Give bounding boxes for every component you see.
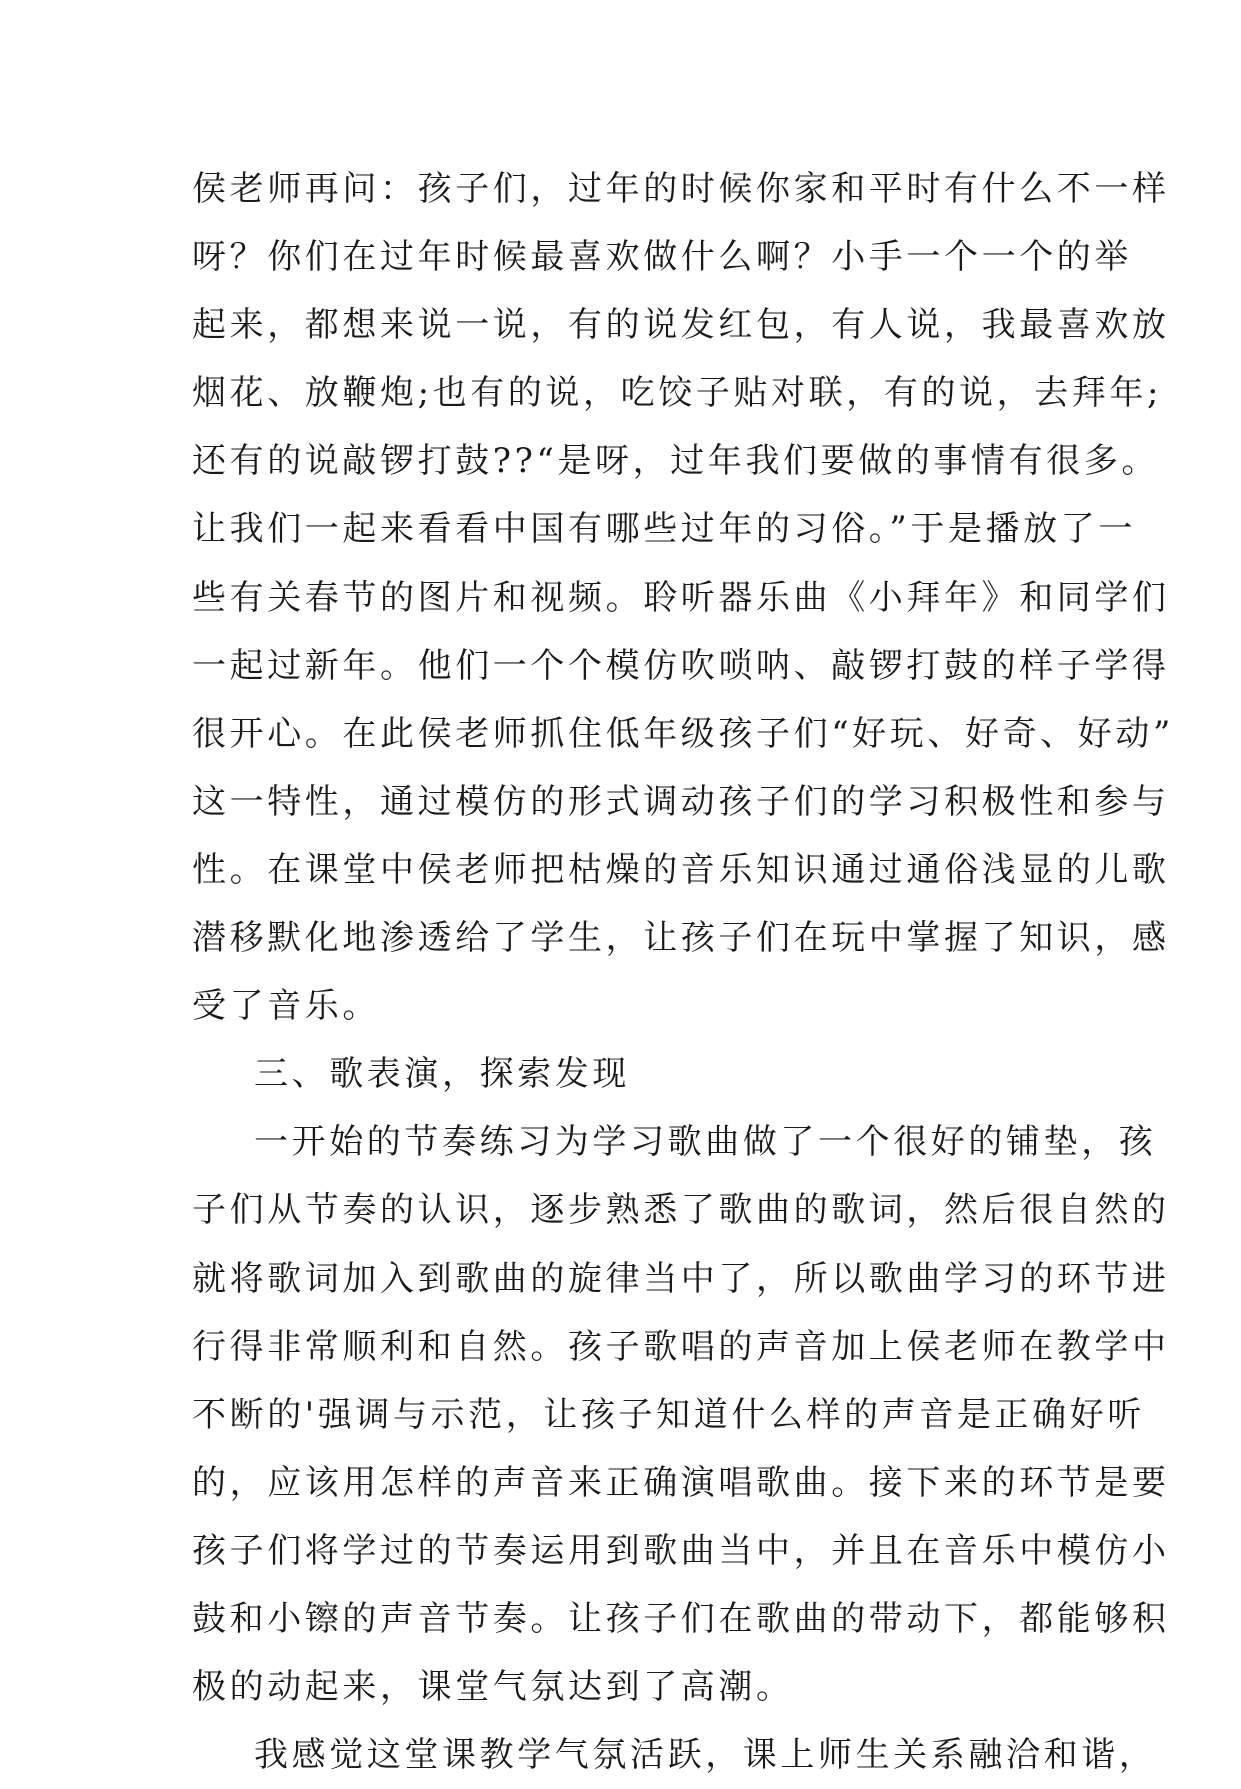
text-line: 一开始的节奏练习为学习歌曲做了一个很好的铺垫，孩 — [254, 1122, 1157, 1163]
text-line: 子们从节奏的认识，逐步熟悉了歌曲的歌词，然后很自然的 — [192, 1190, 1170, 1231]
text-line: 烟花、放鞭炮;也有的说，吃饺子贴对联，有的说，去拜年; — [192, 373, 1163, 414]
section-heading: 三、歌表演，探索发现 — [254, 1054, 630, 1095]
text-line: 让我们一起来看看中国有哪些过年的习俗。”于是播放了一 — [192, 509, 1136, 550]
text-line: 鼓和小镲的声音节奏。让孩子们在歌曲的带动下，都能够积 — [192, 1598, 1170, 1639]
text-line: 我感觉这堂课教学气氛活跃，课上师生关系融洽和谐， — [254, 1735, 1157, 1776]
text-line: 潜移默化地渗透给了学生，让孩子们在玩中掌握了知识，感 — [192, 918, 1170, 959]
text-line: 起来，都想来说一说，有的说发红包，有人说，我最喜欢放 — [192, 305, 1170, 346]
document-body — [192, 155, 1174, 1789]
text-line: 孩子们将学过的节奏运用到歌曲当中，并且在音乐中模仿小 — [192, 1530, 1170, 1571]
text-line: 一起过新年。他们一个个模仿吹唢呐、敲锣打鼓的样子学得 — [192, 645, 1170, 686]
text-line: 侯老师再问：孩子们，过年的时候你家和平时有什么不一样 — [192, 169, 1170, 209]
text-line: 呀？你们在过年时候最喜欢做什么啊？小手一个一个的举 — [192, 237, 1132, 278]
text-line: 极的动起来，课堂气氛达到了高潮。 — [192, 1667, 794, 1708]
text-line: 这一特性，通过模仿的形式调动孩子们的学习积极性和参与 — [192, 781, 1170, 822]
text-line: 性。在课堂中侯老师把枯燥的音乐知识通过通俗浅显的儿歌 — [192, 849, 1170, 890]
text-line: 行得非常顺利和自然。孩子歌唱的声音加上侯老师在教学中 — [192, 1326, 1170, 1367]
text-line: 不断的'强调与示范，让孩子知道什么样的声音是正确好听 — [192, 1394, 1145, 1435]
text-line: 受了音乐。 — [192, 986, 380, 1027]
text-line: 些有关春节的图片和视频。聆听器乐曲《小拜年》和同学们 — [192, 577, 1170, 618]
text-line: 的，应该用怎样的声音来正确演唱歌曲。接下来的环节是要 — [192, 1462, 1170, 1503]
text-line: 就将歌词加入到歌曲的旋律当中了，所以歌曲学习的环节进 — [192, 1258, 1170, 1299]
text-line: 很开心。在此侯老师抓住低年级孩子们“好玩、好奇、好动” — [192, 713, 1174, 754]
text-line: 还有的说敲锣打鼓??“是呀，过年我们要做的事情有很多。 — [192, 441, 1160, 482]
